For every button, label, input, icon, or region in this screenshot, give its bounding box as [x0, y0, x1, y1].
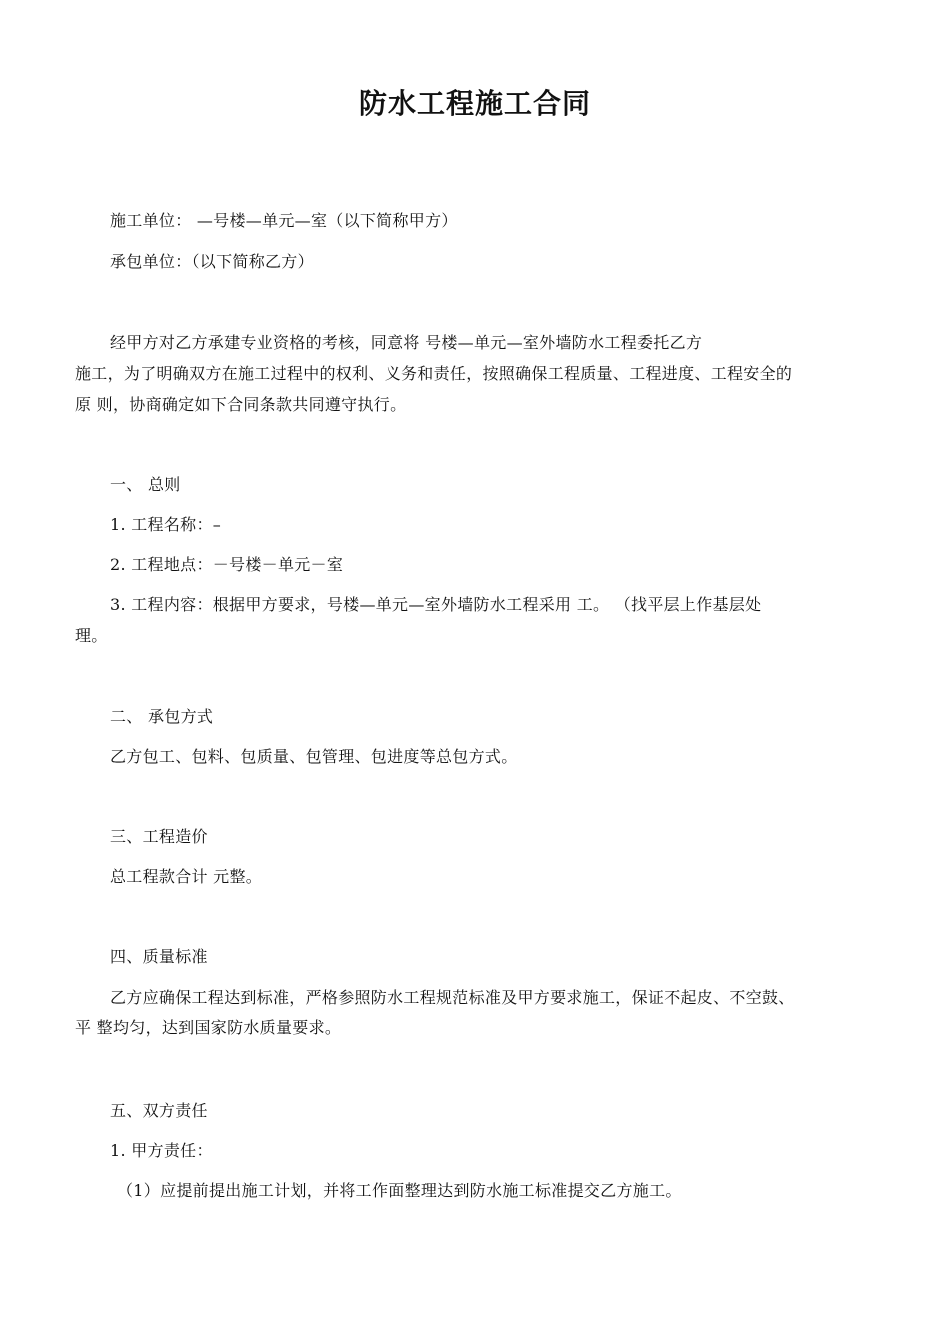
- section-4-body-line-2: 平 整均匀，达到国家防水质量要求。: [75, 1018, 342, 1037]
- section-5-item-1-sub-1: （1）应提前提出施工计划，并将工作面整理达到防水施工标准提交乙方施工。: [117, 1181, 682, 1200]
- section-1-item-2: 2. 工程地点：－号楼－单元－室: [110, 555, 344, 574]
- section-1-item-3-line-2: 理。: [75, 626, 108, 645]
- intro-line-3: 原 则，协商确定如下合同条款共同遵守执行。: [75, 395, 407, 414]
- section-4-heading: 四、质量标准: [110, 947, 208, 966]
- section-5-heading: 五、双方责任: [110, 1101, 208, 1120]
- section-4-body-line-1: 乙方应确保工程达到标准，严格参照防水工程规范标准及甲方要求施工，保证不起皮、不空鼓、: [110, 988, 795, 1007]
- contractor-unit-line: 承包单位：（以下简称乙方）: [110, 252, 314, 271]
- document-title: 防水工程施工合同: [358, 87, 591, 120]
- intro-line-1: 经甲方对乙方承建专业资格的考核，同意将 号楼—单元—室外墙防水工程委托乙方: [110, 333, 703, 352]
- section-1-heading: 一、 总则: [110, 475, 181, 494]
- intro-line-2: 施工，为了明确双方在施工过程中的权利、义务和责任，按照确保工程质量、工程进度、工程安全的: [75, 364, 793, 383]
- section-3-body: 总工程款合计 元整。: [110, 867, 263, 886]
- section-1-item-1: 1. 工程名称：–: [110, 515, 222, 534]
- section-1-item-3-line-1: 3. 工程内容：根据甲方要求，号楼—单元—室外墙防水工程采用 工。 （找平层上作基层处: [110, 595, 762, 614]
- construction-unit-line: 施工单位： —号楼—单元—室（以下简称甲方）: [110, 211, 458, 230]
- section-2-heading: 二、 承包方式: [110, 707, 214, 726]
- section-5-item-1: 1. 甲方责任：: [110, 1141, 213, 1160]
- section-2-body: 乙方包工、包料、包质量、包管理、包进度等总包方式。: [110, 747, 518, 766]
- section-3-heading: 三、工程造价: [110, 827, 208, 846]
